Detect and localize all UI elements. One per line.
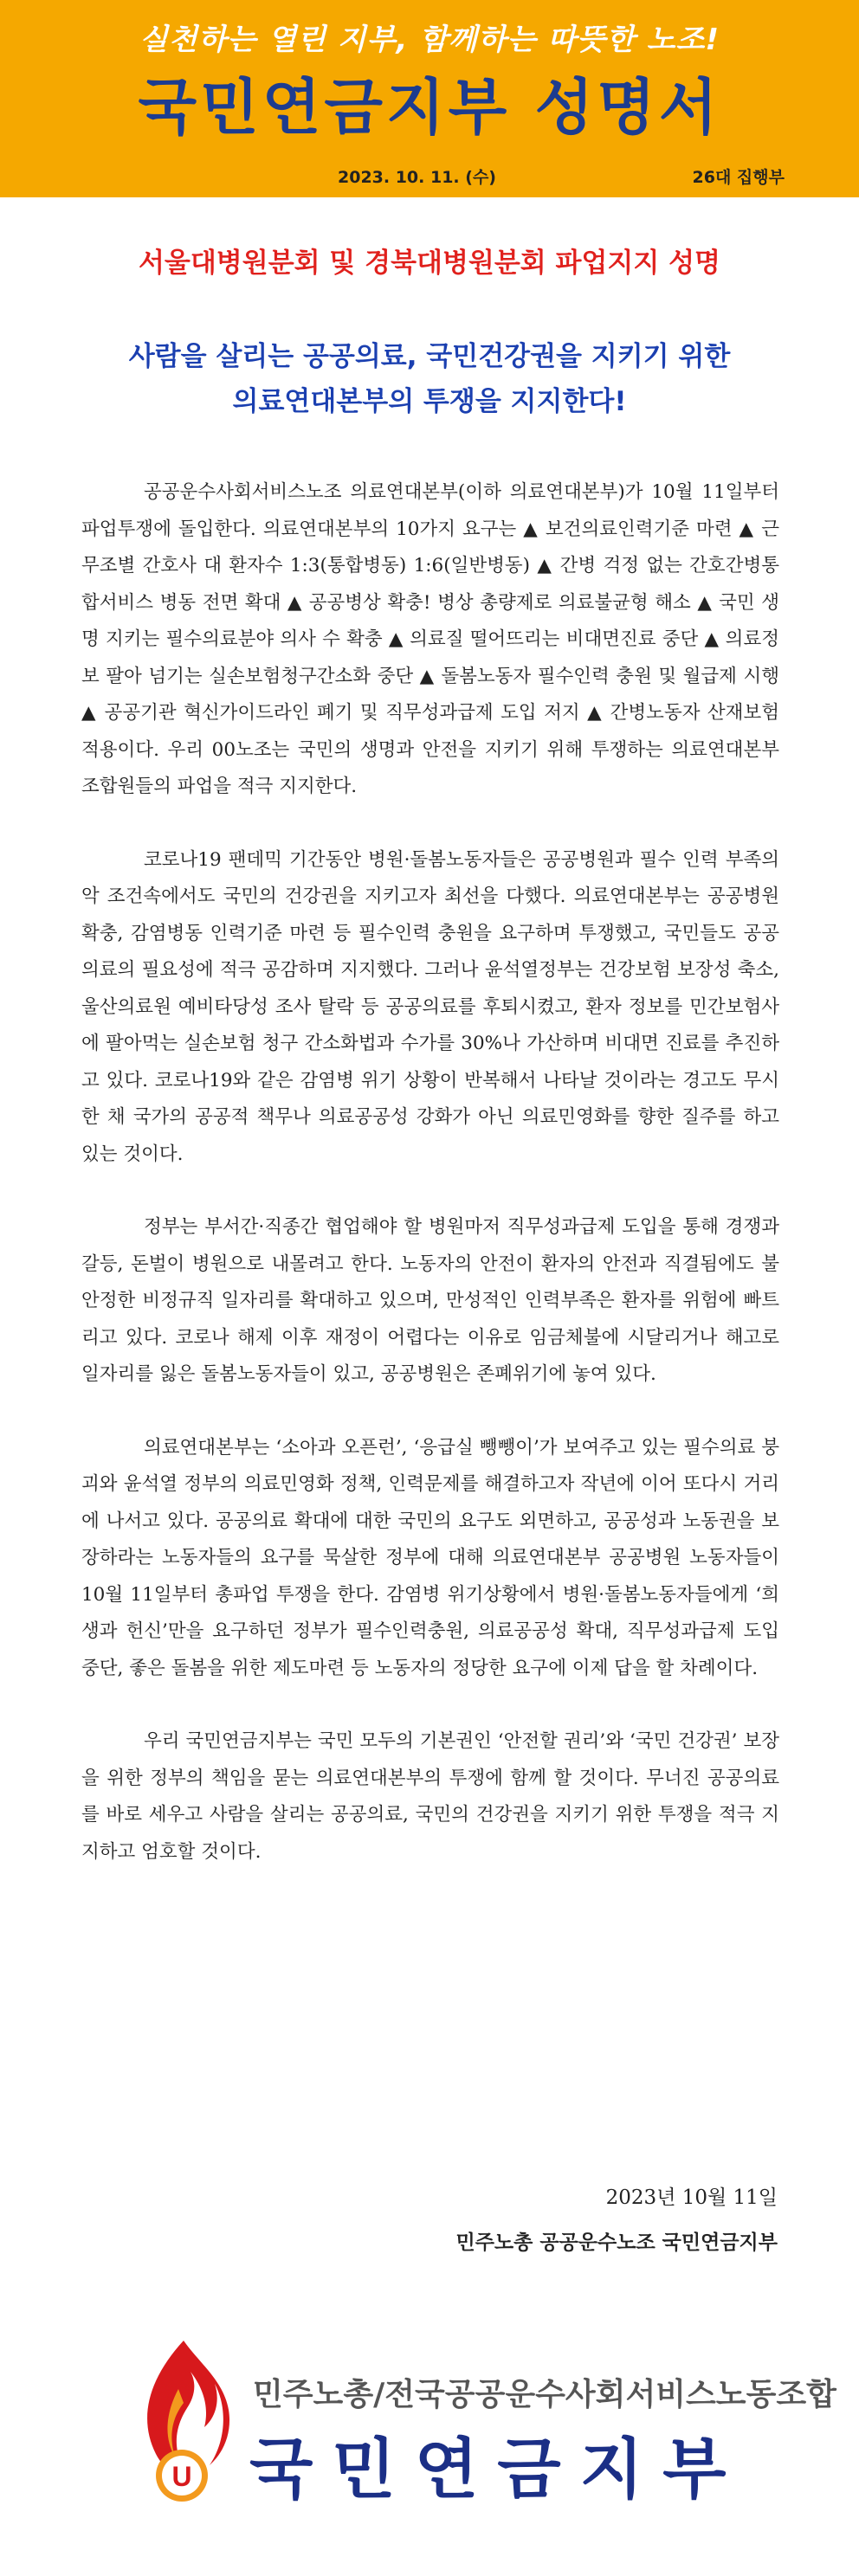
subheading-line-2: 의료연대본부의 투쟁을 지지한다! <box>232 386 627 417</box>
body-paragraph: 코로나19 팬데믹 기간동안 병원·돌봄노동자들은 공공병원과 필수 인력 부족의 악 조건속에서도 국민의 건강권을 지키고자 최선을 다했다. 의료연대본부는 공공병원 확충, 감염병동 인력기준 마련 등 필수인력 충원을 요구하며 투쟁했고, 국민들도 공공의료의 필요성에 적극 공감하며 지지했다. 그러나 윤석열정부는 건강보험 보장성 축소, 울산의료원 예비타당성 조사 탈락 등 공공의료를 후퇴시켰고, 환자 정보를 민간보험사에 팔아먹는 실손보험 청구 간소화법과 수가를 30%나 가산하며 비대면 진료를 추진하고 있다. 코로나19와 같은 감염병 위기 상황이 반복해서 나타날 것이라는 경고도 무시한 채 국가의 공공적 책무나 의료공공성 강화가 아닌 의료민영화를 향한 질주를 하고 있는 것이다. <box>81 848 779 1165</box>
emblem-letter: U <box>171 2461 192 2492</box>
document-title: 국민연금지부 성명서 <box>138 72 721 143</box>
flame-emblem-icon <box>130 2337 234 2510</box>
header-banner <box>0 0 859 197</box>
slogan: 실천하는 열린 지부, 함께하는 따뜻한 노조! <box>139 23 720 57</box>
issuing-body: 26대 집행부 <box>692 168 785 187</box>
signature-date: 2023년 10월 11일 <box>605 2186 778 2209</box>
body-paragraph: 정부는 부서간·직종간 협업해야 할 병원마저 직무성과급제 도입을 통해 경쟁과 갈등, 돈벌이 병원으로 내몰려고 한다. 노동자의 안전이 환자의 안전과 직결됨에도 불안정한 비정규직 일자리를 확대하고 있으며, 만성적인 인력부족은 환자를 위험에 빠트리고 있다. 코로나 해제 이후 재정이 어렵다는 이유로 임금체불에 시달리거나 해고로 일자리를 잃은 돌봄노동자들이 있고, 공공병원은 존폐위기에 놓여 있다. <box>81 1216 779 1385</box>
statement-subheading <box>0 334 859 424</box>
body-paragraph: 우리 국민연금지부는 국민 모두의 기본권인 ‘안전할 권리’와 ‘국민 건강권’ 보장을 위한 정부의 책임을 묻는 의료연대본부의 투쟁에 함께 할 것이다. 무너진 공공의료를 바로 세우고 사람을 살리는 공공의료, 국민의 건강권을 지키기 위한 투쟁을 적극 지지하고 엄호할 것이다. <box>81 1730 779 1863</box>
statement-body <box>81 474 779 1907</box>
signature-organization: 민주노총 공공운수노조 국민연금지부 <box>455 2231 778 2254</box>
subheading-line-1: 사람을 살리는 공공의료, 국민건강권을 지키기 위한 <box>128 341 731 372</box>
issue-date: 2023. 10. 11. (수) <box>338 168 496 187</box>
union-name: 민주노총/전국공공운수사회서비스노동조합 <box>253 2377 836 2412</box>
branch-name-logo: 국민연금지부 <box>249 2431 746 2508</box>
body-paragraph: 의료연대본부는 ‘소아과 오픈런’, ‘응급실 뺑뺑이’가 보여주고 있는 필수의료 붕괴와 윤석열 정부의 의료민영화 정책, 인력문제를 해결하고자 작년에 이어 또다시 거리에 나서고 있다. 공공의료 확대에 대한 국민의 요구도 외면하고, 공공성과 노동권을 보장하라는 노동자들의 요구를 묵살한 정부에 대해 의료연대본부 공공병원 노동자들이 10월 11일부터 총파업 투쟁을 한다. 감염병 위기상황에서 병원·돌봄노동자들에게 ‘희생과 헌신’만을 요구하던 정부가 필수인력충원, 의료공공성 확대, 직무성과급제 도입 중단, 좋은 돌봄을 위한 제도마련 등 노동자의 정당한 요구에 이제 답을 할 차례이다. <box>81 1436 779 1679</box>
statement-headline: 서울대병원분회 및 경북대병원분회 파업지지 성명 <box>138 248 721 279</box>
body-paragraph: 공공운수사회서비스노조 의료연대본부(이하 의료연대본부)가 10월 11일부터 파업투쟁에 돌입한다. 의료연대본부의 10가지 요구는 ▲ 보건의료인력기준 마련 ▲ 근무조별 간호사 대 환자수 1:3(통합병동) 1:6(일반병동) ▲ 간병 걱정 없는 간호간병통합서비스 병동 전면 확대 ▲ 공공병상 확충! 병상 총량제로 의료불균형 해소 ▲ 국민 생명 지키는 필수의료분야 의사 수 확충 ▲ 의료질 떨어뜨리는 비대면진료 중단 ▲ 의료정보 팔아 넘기는 실손보험청구간소화 중단 ▲ 돌봄노동자 필수인력 충원 및 월급제 시행 ▲ 공공기관 혁신가이드라인 폐기 및 직무성과급제 도입 저지 ▲ 간병노동자 산재보험 적용이다. 우리 00노조는 국민의 생명과 안전을 지키기 위해 투쟁하는 의료연대본부 조합원들의 파업을 적극 지지한다. <box>81 481 779 797</box>
